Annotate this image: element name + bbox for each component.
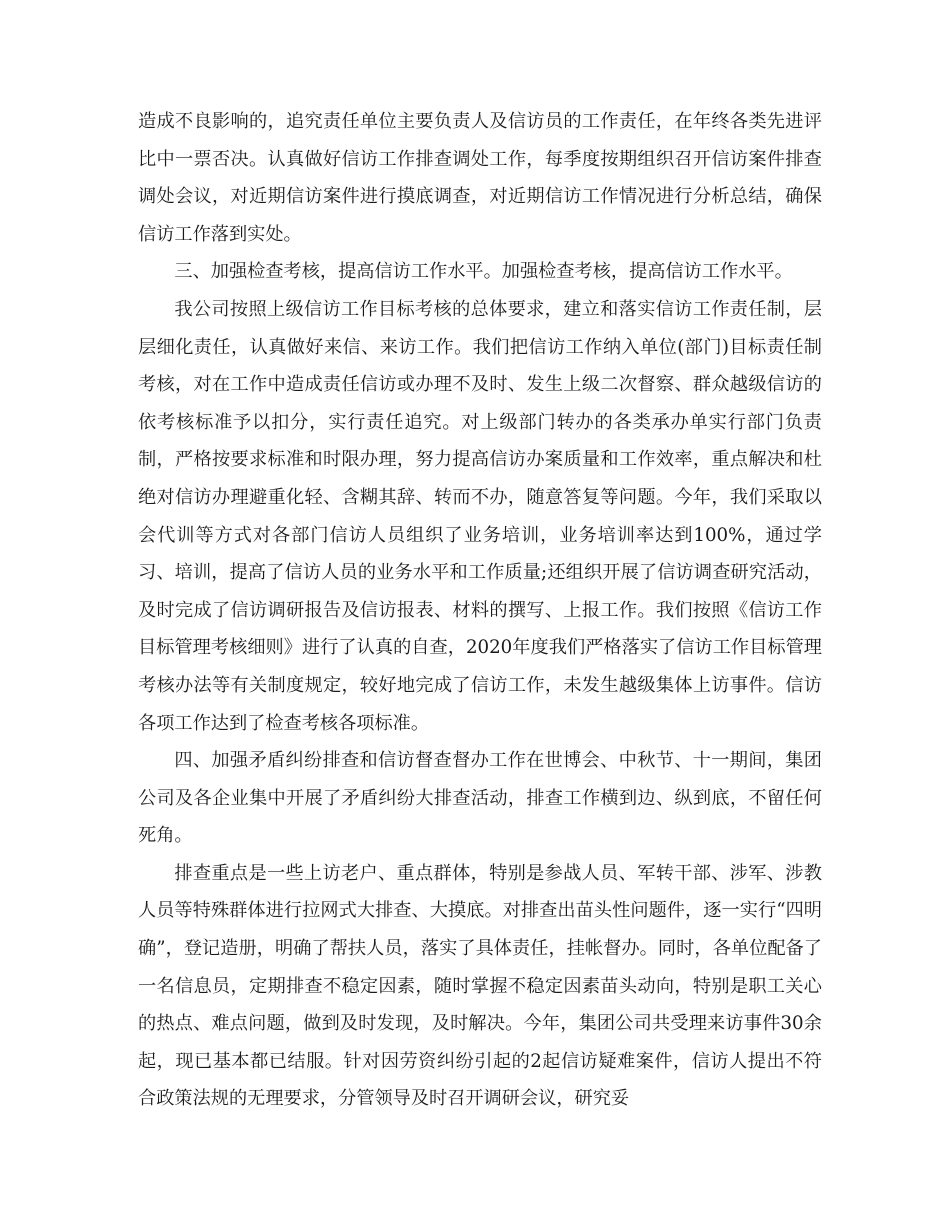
paragraph-5: 排查重点是一些上访老户、重点群体，特别是参战人员、军转干部、涉军、涉教人员等特殊群体进行拉网式大排查、大摸底。对排查出苗头性问题件，逐一实行“四明确”，登记造册，明确了帮扶人员，落实了具体责任，挂帐督办。同时，各单位配备了一名信息员，定期排查不稳定因素，随时掌握不稳定因素苗头动向，特别是职工关心的热点、难点问题，做到及时发现，及时解决。今年，集团公司共受理来访事件30余起，现已基本都已结服。针对因劳资纠纷引起的2起信访疑难案件，信访人提出不符合政策法规的无理要求，分管领导及时召开调研会议，研究妥 (138, 862, 822, 1110)
paragraph-4-section-four-heading: 四、加强矛盾纠纷排查和信访督查督办工作在世博会、中秋节、十一期间，集团公司及各企业集中开展了矛盾纠纷大排查活动，排查工作横到边、纵到底，不留任何死角。 (138, 750, 822, 847)
paragraph-1: 造成不良影响的，追究责任单位主要负责人及信访员的工作责任，在年终各类先进评比中一票否决。认真做好信访工作排查调处工作，每季度按期组织召开信访案件排查调处会议，对近期信访案件进行摸底调查，对近期信访工作情况进行分析总结，确保信访工作落到实处。 (138, 111, 822, 245)
paragraph-2-section-three-heading: 三、加强检查考核，提高信访工作水平。加强检查考核，提高信访工作水平。 (174, 261, 793, 283)
paragraph-3: 我公司按照上级信访工作目标考核的总体要求，建立和落实信访工作责任制，层层细化责任，认真做好来信、来访工作。我们把信访工作纳入单位(部门)目标责任制考核，对在工作中造成责任信访或办理不及时、发生上级二次督察、群众越级信访的依考核标准予以扣分，实行责任追究。对上级部门转办的各类承办单实行部门负责制，严格按要求标准和时限办理，努力提高信访办案质量和工作效率，重点解决和杜绝对信访办理避重化轻、含糊其辞、转而不办，随意答复等问题。今年，我们采取以会代训等方式对各部门信访人员组织了业务培训，业务培训率达到100%，通过学习、培训，提高了信访人员的业务水平和工作质量;还组织开展了信访调查研究活动，及时完成了信访调研报告及信访报表、材料的撰写、上报工作。我们按照《信访工作目标管理考核细则》进行了认真的自查，2020年度我们严格落实了信访工作目标管理考核办法等有关制度规定，较好地完成了信访工作，未发生越级集体上访事件。信访各项工作达到了检查考核各项标准。 (138, 298, 822, 734)
document-body (138, 103, 822, 1118)
